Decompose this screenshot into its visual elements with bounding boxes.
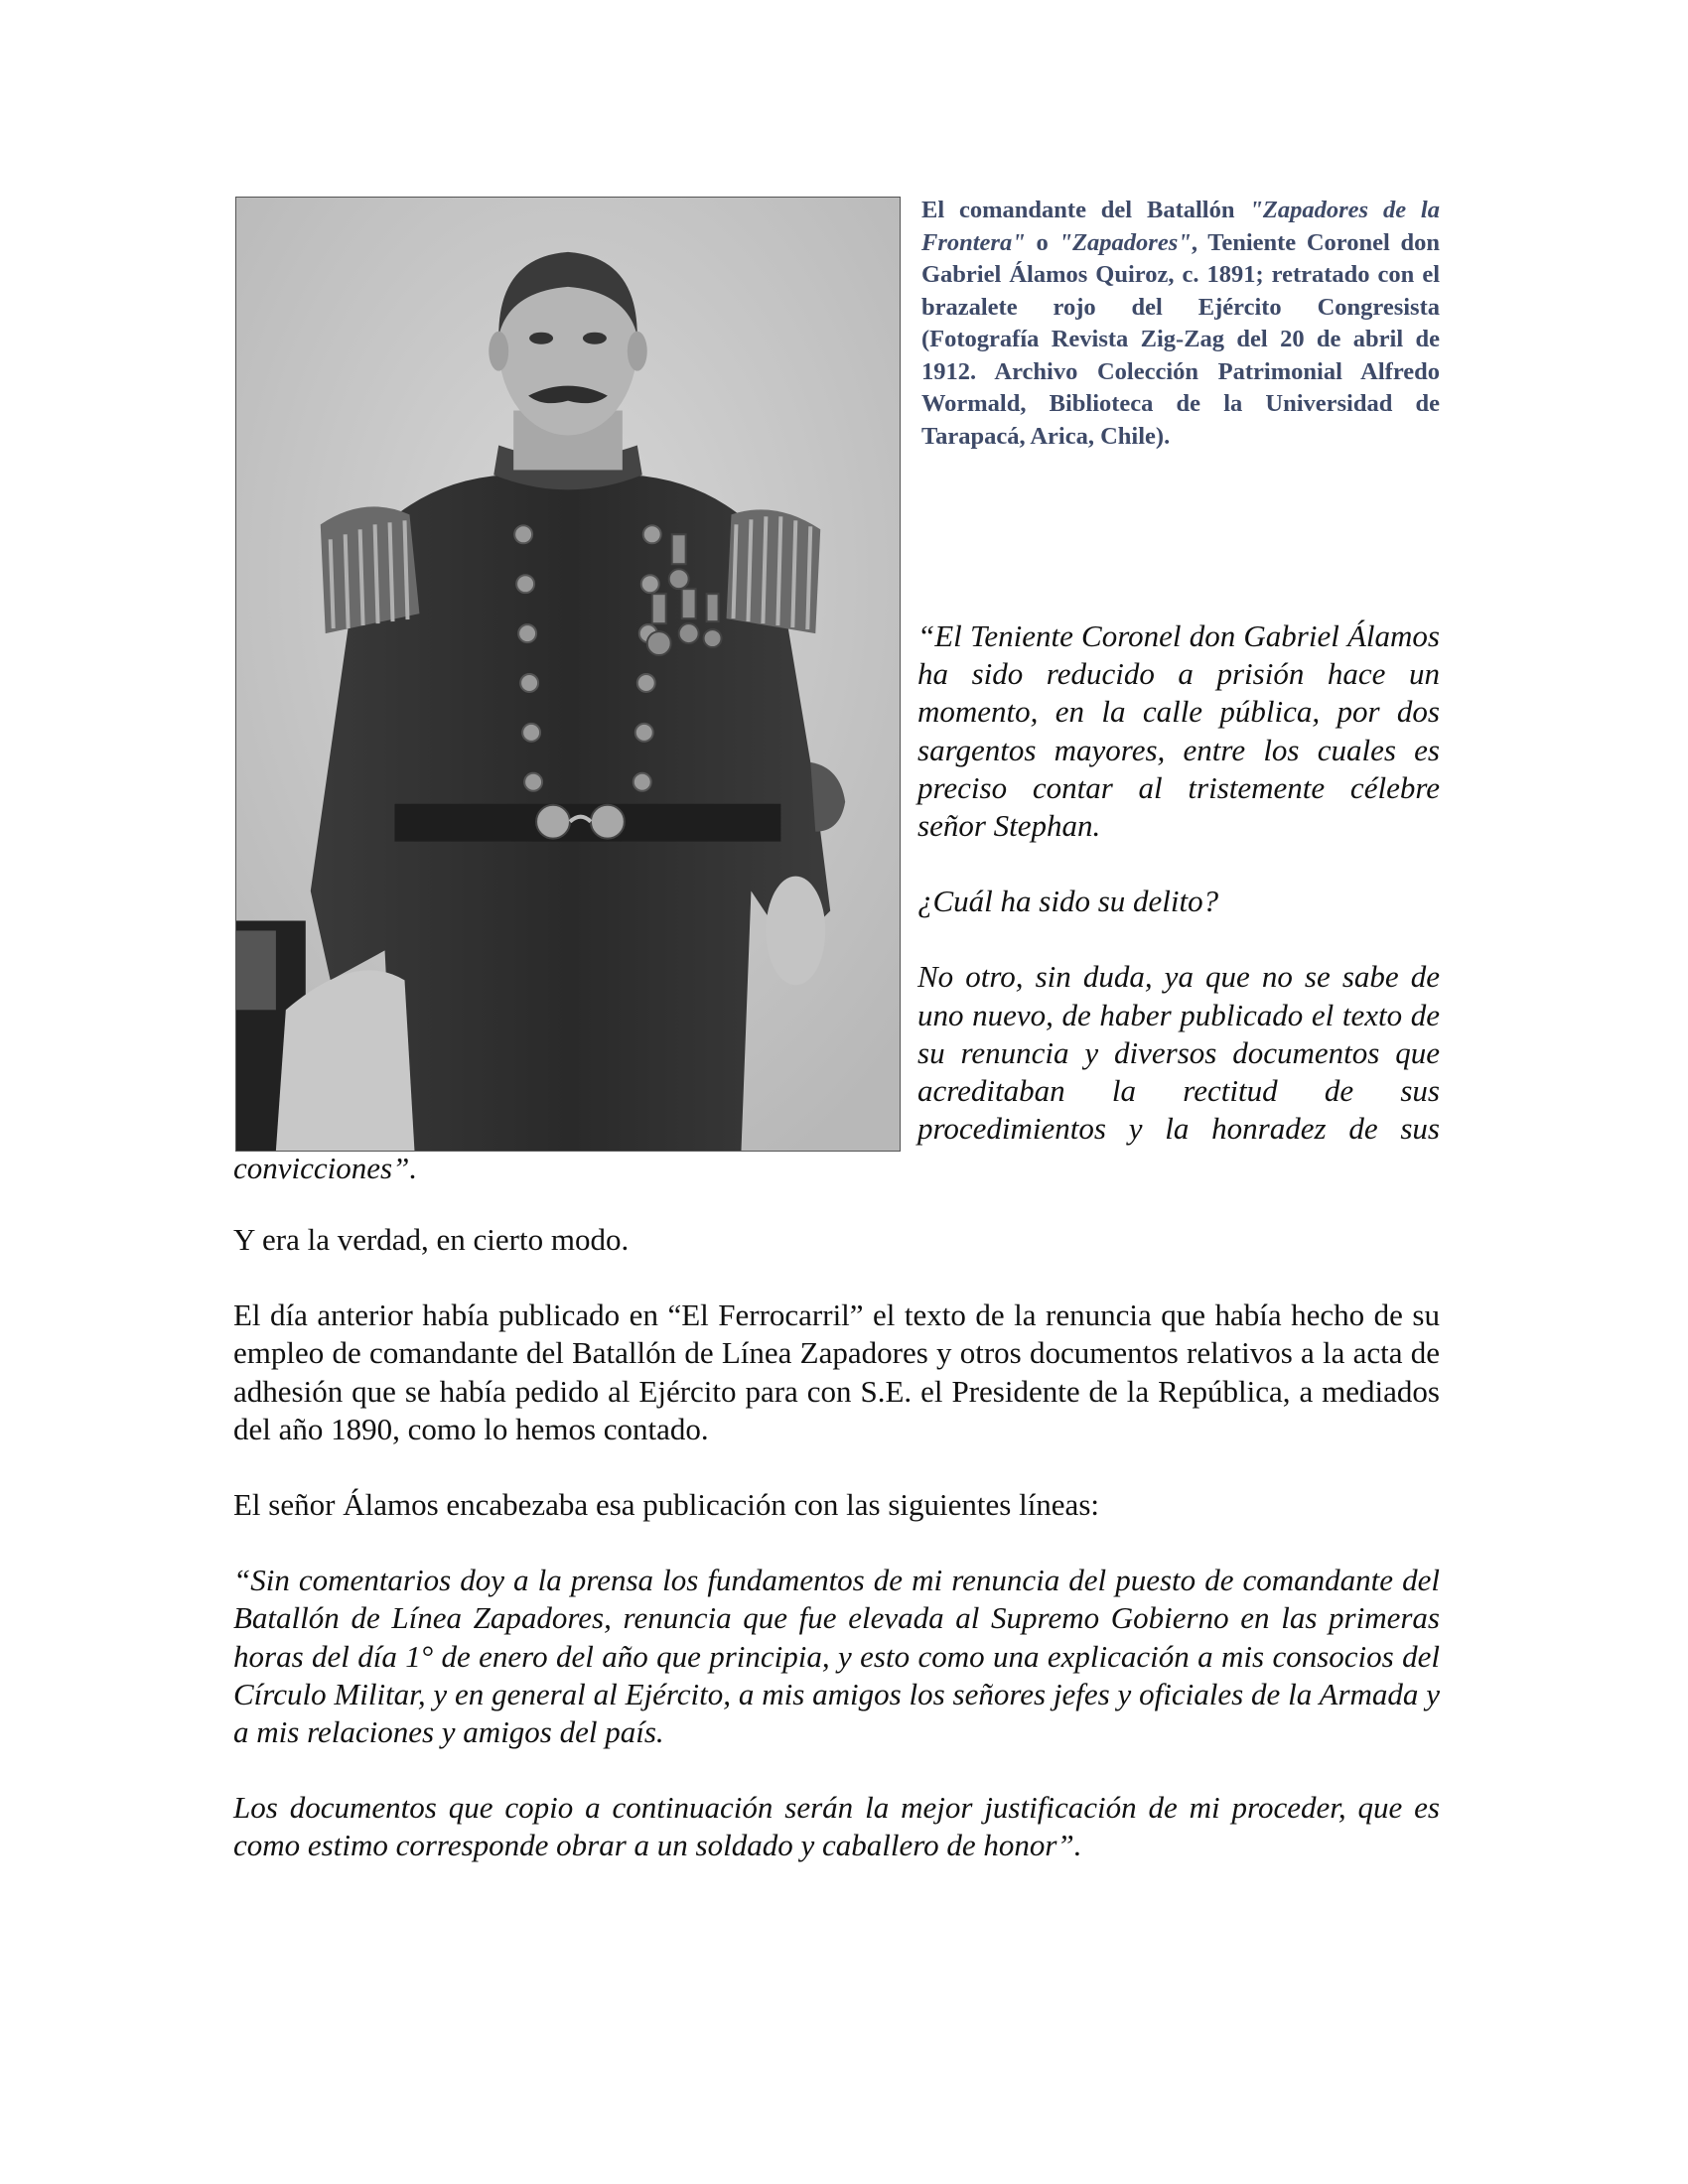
quote-paragraph-3-end: convicciones”. [233,1151,418,1185]
caption-italic-1: "Zapadores de la Frontera" [921,197,1440,256]
caption-italic-2: "Zapadores" [1058,228,1192,256]
quote-paragraph-3: No otro, sin duda, ya que no se sabe de uno nuevo, de haber publicado el texto de su renuncia y diversos documentos que acreditaban la rectitud de sus procedimientos y la honradez de sus [917,959,1440,1147]
body-text [233,1221,1440,1903]
photo-caption [921,195,1440,453]
body-paragraph-3: El señor Álamos encabezaba esa publicación con las siguientes líneas: [233,1487,1099,1523]
caption-text-3: , Teniente Coronel don Gabriel Álamos Quiroz, c. 1891; retratado con el brazalete rojo del Ejército Congresista (Fotografía Revista Zig-Zag del 20 de abril de 1912. Archivo Colección Patrimonial Alfredo Wormald, Biblioteca de la Universidad de Tarapacá, Arica, Chile). [921,228,1440,450]
body-paragraph-2: El día anterior había publicado en “El Ferrocarril” el texto de la renuncia que había hecho de su empleo de comandante del Batallón de Línea Zapadores y otros documentos relativos a la acta de adhesión que se había pedido al Ejército para con S.E. el Presidente de la República, a mediados del año 1890, como lo hemos contado. [233,1297,1440,1446]
body-paragraph-4-quote: “Sin comentarios doy a la prensa los fundamentos de mi renuncia del puesto de comandante del Batallón de Línea Zapadores, renuncia que fue elevada al Supremo Gobierno en las primeras horas del día 1° de enero del año que principia, y esto como una explicación a mis consocios del Círculo Militar, y en general al Ejército, a mis amigos los señores jefes y oficiales de la Armada y a mis relaciones y amigos del país. [233,1563,1440,1750]
caption-text-2: o [1025,228,1059,256]
portrait-photo [235,197,901,1152]
quote-paragraph-1: “El Teniente Coronel don Gabriel Álamos ha sido reducido a prisión hace un momento, en la calle pública, por dos sargentos mayores, entre los cuales es preciso contar al tristemente célebre señor Stephan. [917,618,1440,844]
block-quote [917,617,1440,1148]
body-paragraph-1: Y era la verdad, en cierto modo. [233,1222,630,1257]
caption-text-1: El comandante del Batallón [921,197,1250,223]
portrait-illustration [236,198,900,1151]
body-paragraph-5-quote: Los documentos que copio a continuación serán la mejor justificación de mi proceder, que es como estimo corresponde obrar a un soldado y caballero de honor”. [233,1790,1440,1863]
quote-paragraph-2: ¿Cuál ha sido su delito? [917,884,1219,919]
